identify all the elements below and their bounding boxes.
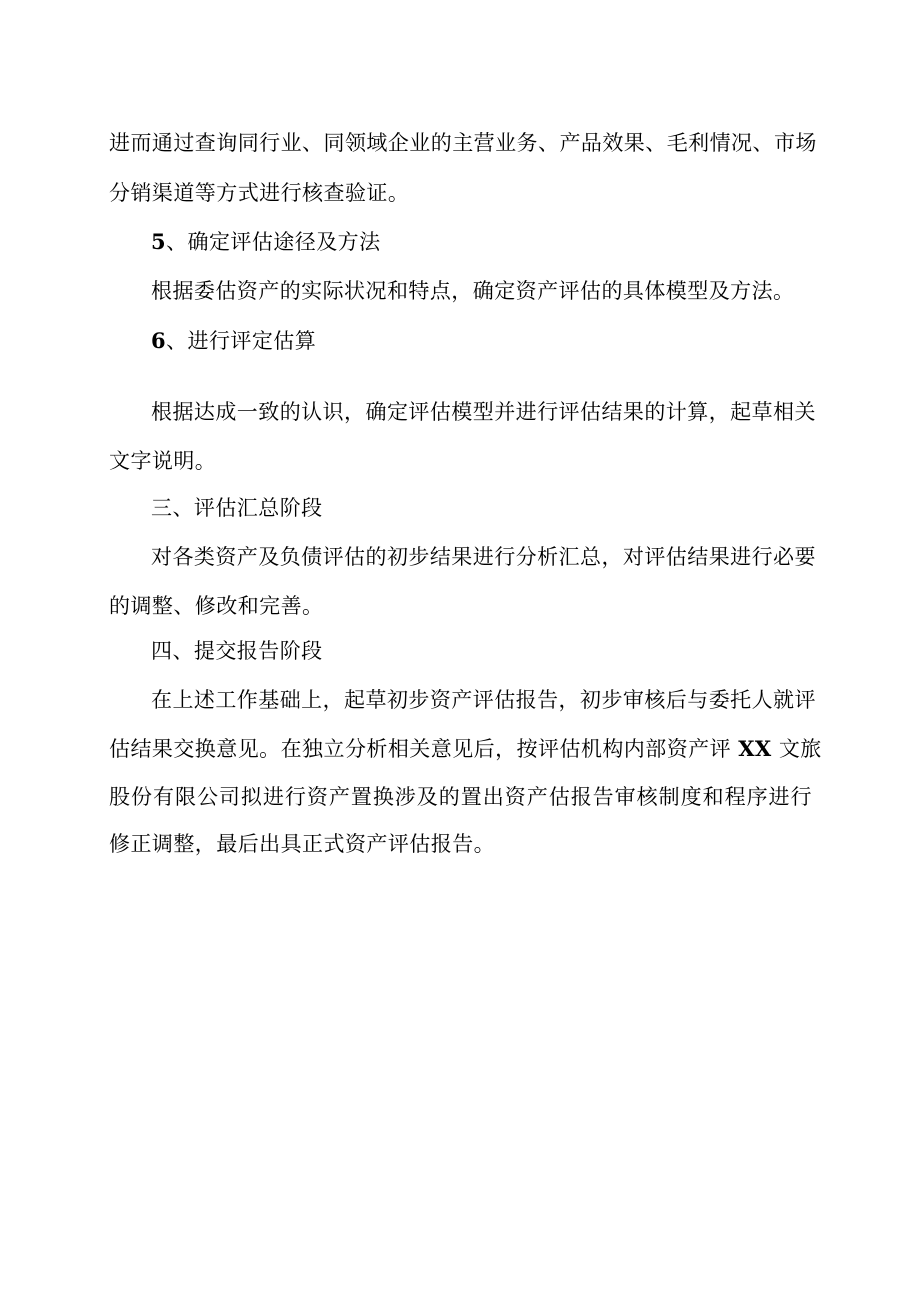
paragraph-4-line-1: 对各类资产及负债评估的初步结果进行分析汇总，对评估结果进行必要 bbox=[151, 545, 816, 569]
paragraph-5-line-3: 股份有限公司拟进行资产置换涉及的置出资产估报告审核制度和程序进行 bbox=[109, 785, 812, 809]
section-3-heading: 三、评估汇总阶段 bbox=[151, 496, 323, 520]
paragraph-3-line-1: 根据达成一致的认识，确定评估模型并进行评估结果的计算，起草相关 bbox=[151, 400, 816, 424]
paragraph-5-line-2-part-a: 估结果交换意见。在独立分析相关意见后，按评估机构内部资产评 bbox=[109, 737, 739, 761]
heading-step-5 bbox=[151, 228, 381, 256]
paragraph-3-line-2: 文字说明。 bbox=[109, 449, 217, 473]
paragraph-1-line-2: 分销渠道等方式进行核查验证。 bbox=[109, 181, 410, 205]
paragraph-1-line-1: 进而通过查询同行业、同领域企业的主营业务、产品效果、毛利情况、市场 bbox=[109, 131, 817, 155]
paragraph-5-line-2 bbox=[109, 735, 822, 763]
section-4-heading: 四、提交报告阶段 bbox=[151, 639, 323, 663]
paragraph-5-line-2-company-code: XX bbox=[738, 736, 772, 761]
heading-step-6 bbox=[151, 327, 316, 355]
paragraph-5-line-1: 在上述工作基础上，起草初步资产评估报告，初步审核后与委托人就评 bbox=[151, 688, 816, 712]
paragraph-5-line-2-part-c: 文旅 bbox=[771, 737, 822, 761]
paragraph-4-line-2: 的调整、修改和完善。 bbox=[109, 594, 324, 618]
heading-step-5-number: 5 bbox=[151, 229, 167, 254]
heading-step-6-text: 、进行评定估算 bbox=[166, 329, 317, 353]
heading-step-5-text: 、确定评估途径及方法 bbox=[166, 230, 381, 254]
heading-step-6-number: 6 bbox=[151, 328, 167, 353]
paragraph-2-line-1: 根据委估资产的实际状况和特点，确定资产评估的具体模型及方法。 bbox=[151, 279, 795, 303]
paragraph-5-line-4: 修正调整，最后出具正式资产评估报告。 bbox=[109, 832, 496, 856]
